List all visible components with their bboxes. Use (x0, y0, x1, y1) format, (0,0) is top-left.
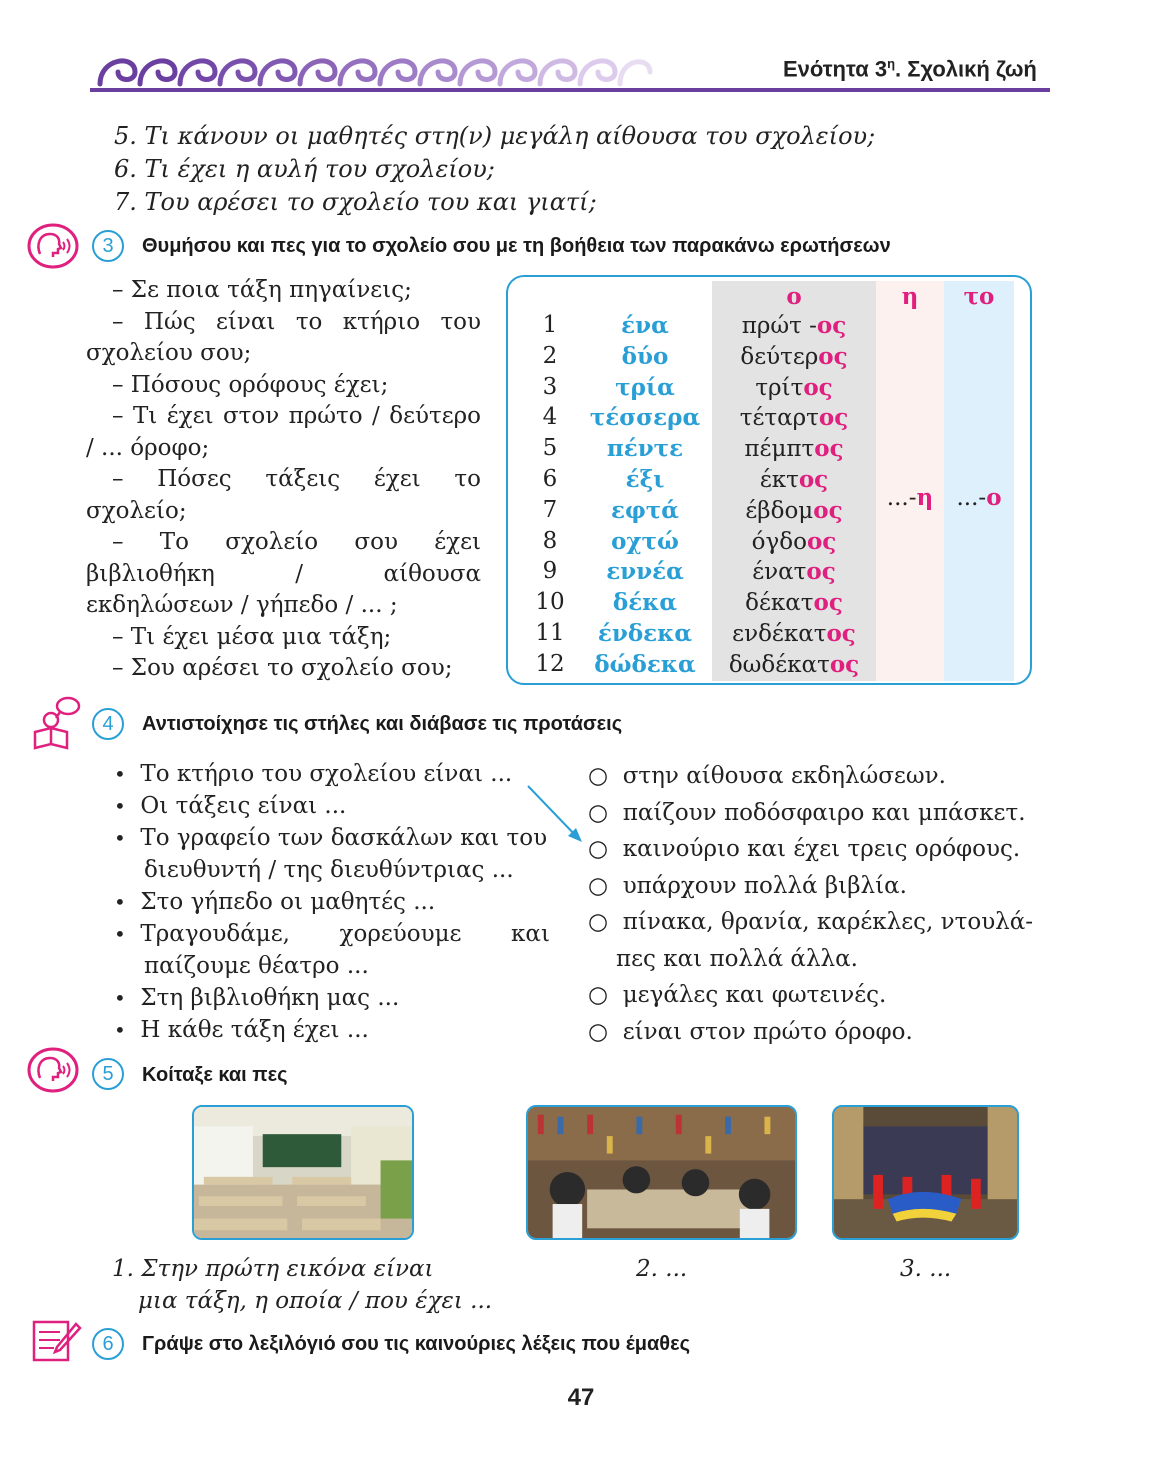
table-ordinal-word: όγδοος (751, 527, 837, 555)
list-item: παίζουμε θέατρο ... (144, 953, 369, 979)
list-item: ○ καινούριο και έχει τρεις ορόφους. (588, 836, 1021, 862)
list-item: • Στη βιβλιοθήκη μας ... (114, 985, 400, 1011)
table-number: 6 (542, 466, 558, 492)
header-neuter: το (963, 283, 995, 310)
header-rule (90, 88, 1050, 92)
list-item: ○ πίνακα, θρανία, καρέκλες, ντουλά- (588, 909, 1034, 935)
list-item: – Τι έχει μέσα μια τάξη; (112, 623, 392, 650)
section-5-title: Κοίταξε και πες (142, 1064, 288, 1086)
classroom-photo (192, 1105, 414, 1240)
unit-title: Ενότητα $3^\eta$. Σχολική ζωή (783, 56, 1037, 82)
list-item: ○ είναι στον πρώτο όροφο. (588, 1018, 913, 1045)
list-item: • Τραγουδάμε, χορεύουμε και (114, 921, 550, 947)
example-arrow (520, 780, 590, 850)
section-5-badge: 5 (92, 1058, 124, 1090)
caption-2: 2. ... (636, 1256, 688, 1282)
list-item: ○ παίζουν ποδόσφαιρο και μπάσκετ. (588, 799, 1026, 826)
list-item: • Η κάθε τάξη έχει ... (114, 1017, 369, 1043)
list-item: • Το κτήριο του σχολείου είναι ... (114, 761, 513, 787)
list-item: διευθυντή / της διευθύντριας ... (144, 857, 514, 883)
matching-right-column (588, 758, 1038, 1050)
section-6-badge: 6 (92, 1328, 124, 1360)
header-wave-ornament (90, 48, 660, 88)
list-item: – Το σχολείο σου έχει βιβλιοθήκη / αίθουσα εκδηλώσεων / γήπεδο / ... ; (86, 529, 481, 618)
list-item: ○ στην αίθουσα εκδηλώσεων. (588, 763, 946, 789)
table-cardinal-word: δώδεκα (594, 650, 696, 678)
table-ordinal-word: έβδομος (745, 496, 843, 524)
list-item: ○ υπάρχουν πολλά βιβλία. (588, 872, 907, 899)
section-6-title: Γράψε στο λεξιλόγιό σου τις καινούριες λέξεις που έμαθες (142, 1333, 690, 1355)
table-cardinal-word: δύο (621, 342, 669, 370)
table-number: 7 (542, 496, 558, 523)
list-item: • Οι τάξεις είναι ... (114, 793, 347, 819)
write-icon (30, 1318, 82, 1364)
section-4-title: Αντιστοίχησε τις στήλες και διάβασε τις προτάσεις (142, 713, 623, 735)
table-cardinal-word: τέσσερα (589, 404, 701, 432)
table-cardinal-word: εφτά (611, 496, 679, 524)
table-cardinal-word: εννέα (606, 558, 684, 586)
table-number: 8 (542, 527, 558, 554)
page-number: 47 (567, 1384, 595, 1411)
table-cardinal-word: οχτώ (611, 527, 679, 555)
list-item: – Πόσους ορόφους έχει; (112, 371, 389, 398)
speak-icon (26, 1046, 80, 1094)
caption-3: 3. ... (900, 1256, 952, 1282)
table-ordinal-word: έκτος (759, 466, 829, 493)
table-ordinal-word: ένατος (752, 558, 836, 586)
table-number: 12 (535, 650, 565, 677)
table-number: 10 (535, 589, 565, 616)
feminine-ending: ...-η (886, 484, 934, 511)
caption-1-line-2: μια τάξη, η οποία / που έχει ... (138, 1288, 493, 1314)
section-4-badge: 4 (92, 708, 124, 740)
table-ordinal-word: δωδέκατος (728, 650, 860, 678)
table-cardinal-word: έξι (625, 466, 665, 493)
table-ordinal-word: πέμπτος (744, 435, 844, 463)
table-ordinal-word: τέταρτος (739, 404, 849, 432)
speak-icon (26, 222, 80, 270)
question-6: 6. Τι έχει η αυλή του σχολείου; (114, 155, 495, 183)
list-item: – Πόσες τάξεις έχει το σχολείο; (86, 466, 481, 524)
table-ordinal-word: τρίτος (755, 373, 833, 401)
table-cardinal-word: ένδεκα (597, 620, 693, 647)
table-number: 9 (542, 558, 558, 585)
event-hall-photo (832, 1105, 1019, 1240)
table-ordinal-word: πρώτ -ος (741, 312, 847, 339)
table-number: 4 (542, 404, 558, 431)
table-cardinal-word: δέκα (612, 589, 678, 617)
table-ordinal-word: δεύτερος (740, 342, 848, 370)
library-photo (526, 1105, 797, 1240)
neuter-ending: ...-ο (956, 484, 1002, 511)
section-3-questions (86, 275, 481, 685)
table-number: 1 (542, 312, 558, 338)
table-cardinal-word: ένα (621, 312, 669, 339)
list-item: – Σου αρέσει το σχολείο σου; (112, 655, 453, 681)
table-number: 11 (535, 620, 565, 646)
list-item: – Πώς είναι το κτήριο του σχολείου σου; (86, 308, 481, 366)
question-5: 5. Τι κάνουν οι μαθητές στη(ν) μεγάλη αίθουσα του σχολείου; (114, 122, 876, 150)
matching-left-column (114, 758, 550, 1046)
list-item: – Τι έχει στον πρώτο / δεύτερο / ... όροφο; (86, 403, 481, 461)
header-masculine: ο (786, 283, 802, 310)
caption-1-line-1: 1. Στην πρώτη εικόνα είναι (112, 1256, 434, 1282)
question-7: 7. Του αρέσει το σχολείο του και γιατί; (114, 188, 597, 216)
section-3-badge: 3 (92, 230, 124, 262)
reading-icon (30, 694, 82, 750)
header-feminine: η (901, 283, 919, 310)
list-item: • Στο γήπεδο οι μαθητές ... (114, 889, 436, 915)
list-item: πες και πολλά άλλα. (616, 945, 858, 972)
list-item: ○ μεγάλες και φωτεινές. (588, 982, 887, 1008)
table-number: 5 (542, 435, 558, 462)
list-item: • Το γραφείο των δασκάλων και του (114, 825, 548, 851)
table-cardinal-word: πέντε (606, 435, 684, 463)
table-cardinal-word: τρία (615, 373, 675, 401)
table-ordinal-word: δέκατος (745, 589, 843, 617)
list-item: – Σε ποια τάξη πηγαίνεις; (112, 277, 412, 303)
section-3-title: Θυμήσου και πες για το σχολείο σου με τη βοήθεια των παρακάνω ερωτήσεων (142, 235, 891, 257)
table-ordinal-word: ενδέκατος (732, 620, 856, 647)
table-number: 2 (542, 342, 558, 369)
table-number: 3 (542, 373, 558, 400)
